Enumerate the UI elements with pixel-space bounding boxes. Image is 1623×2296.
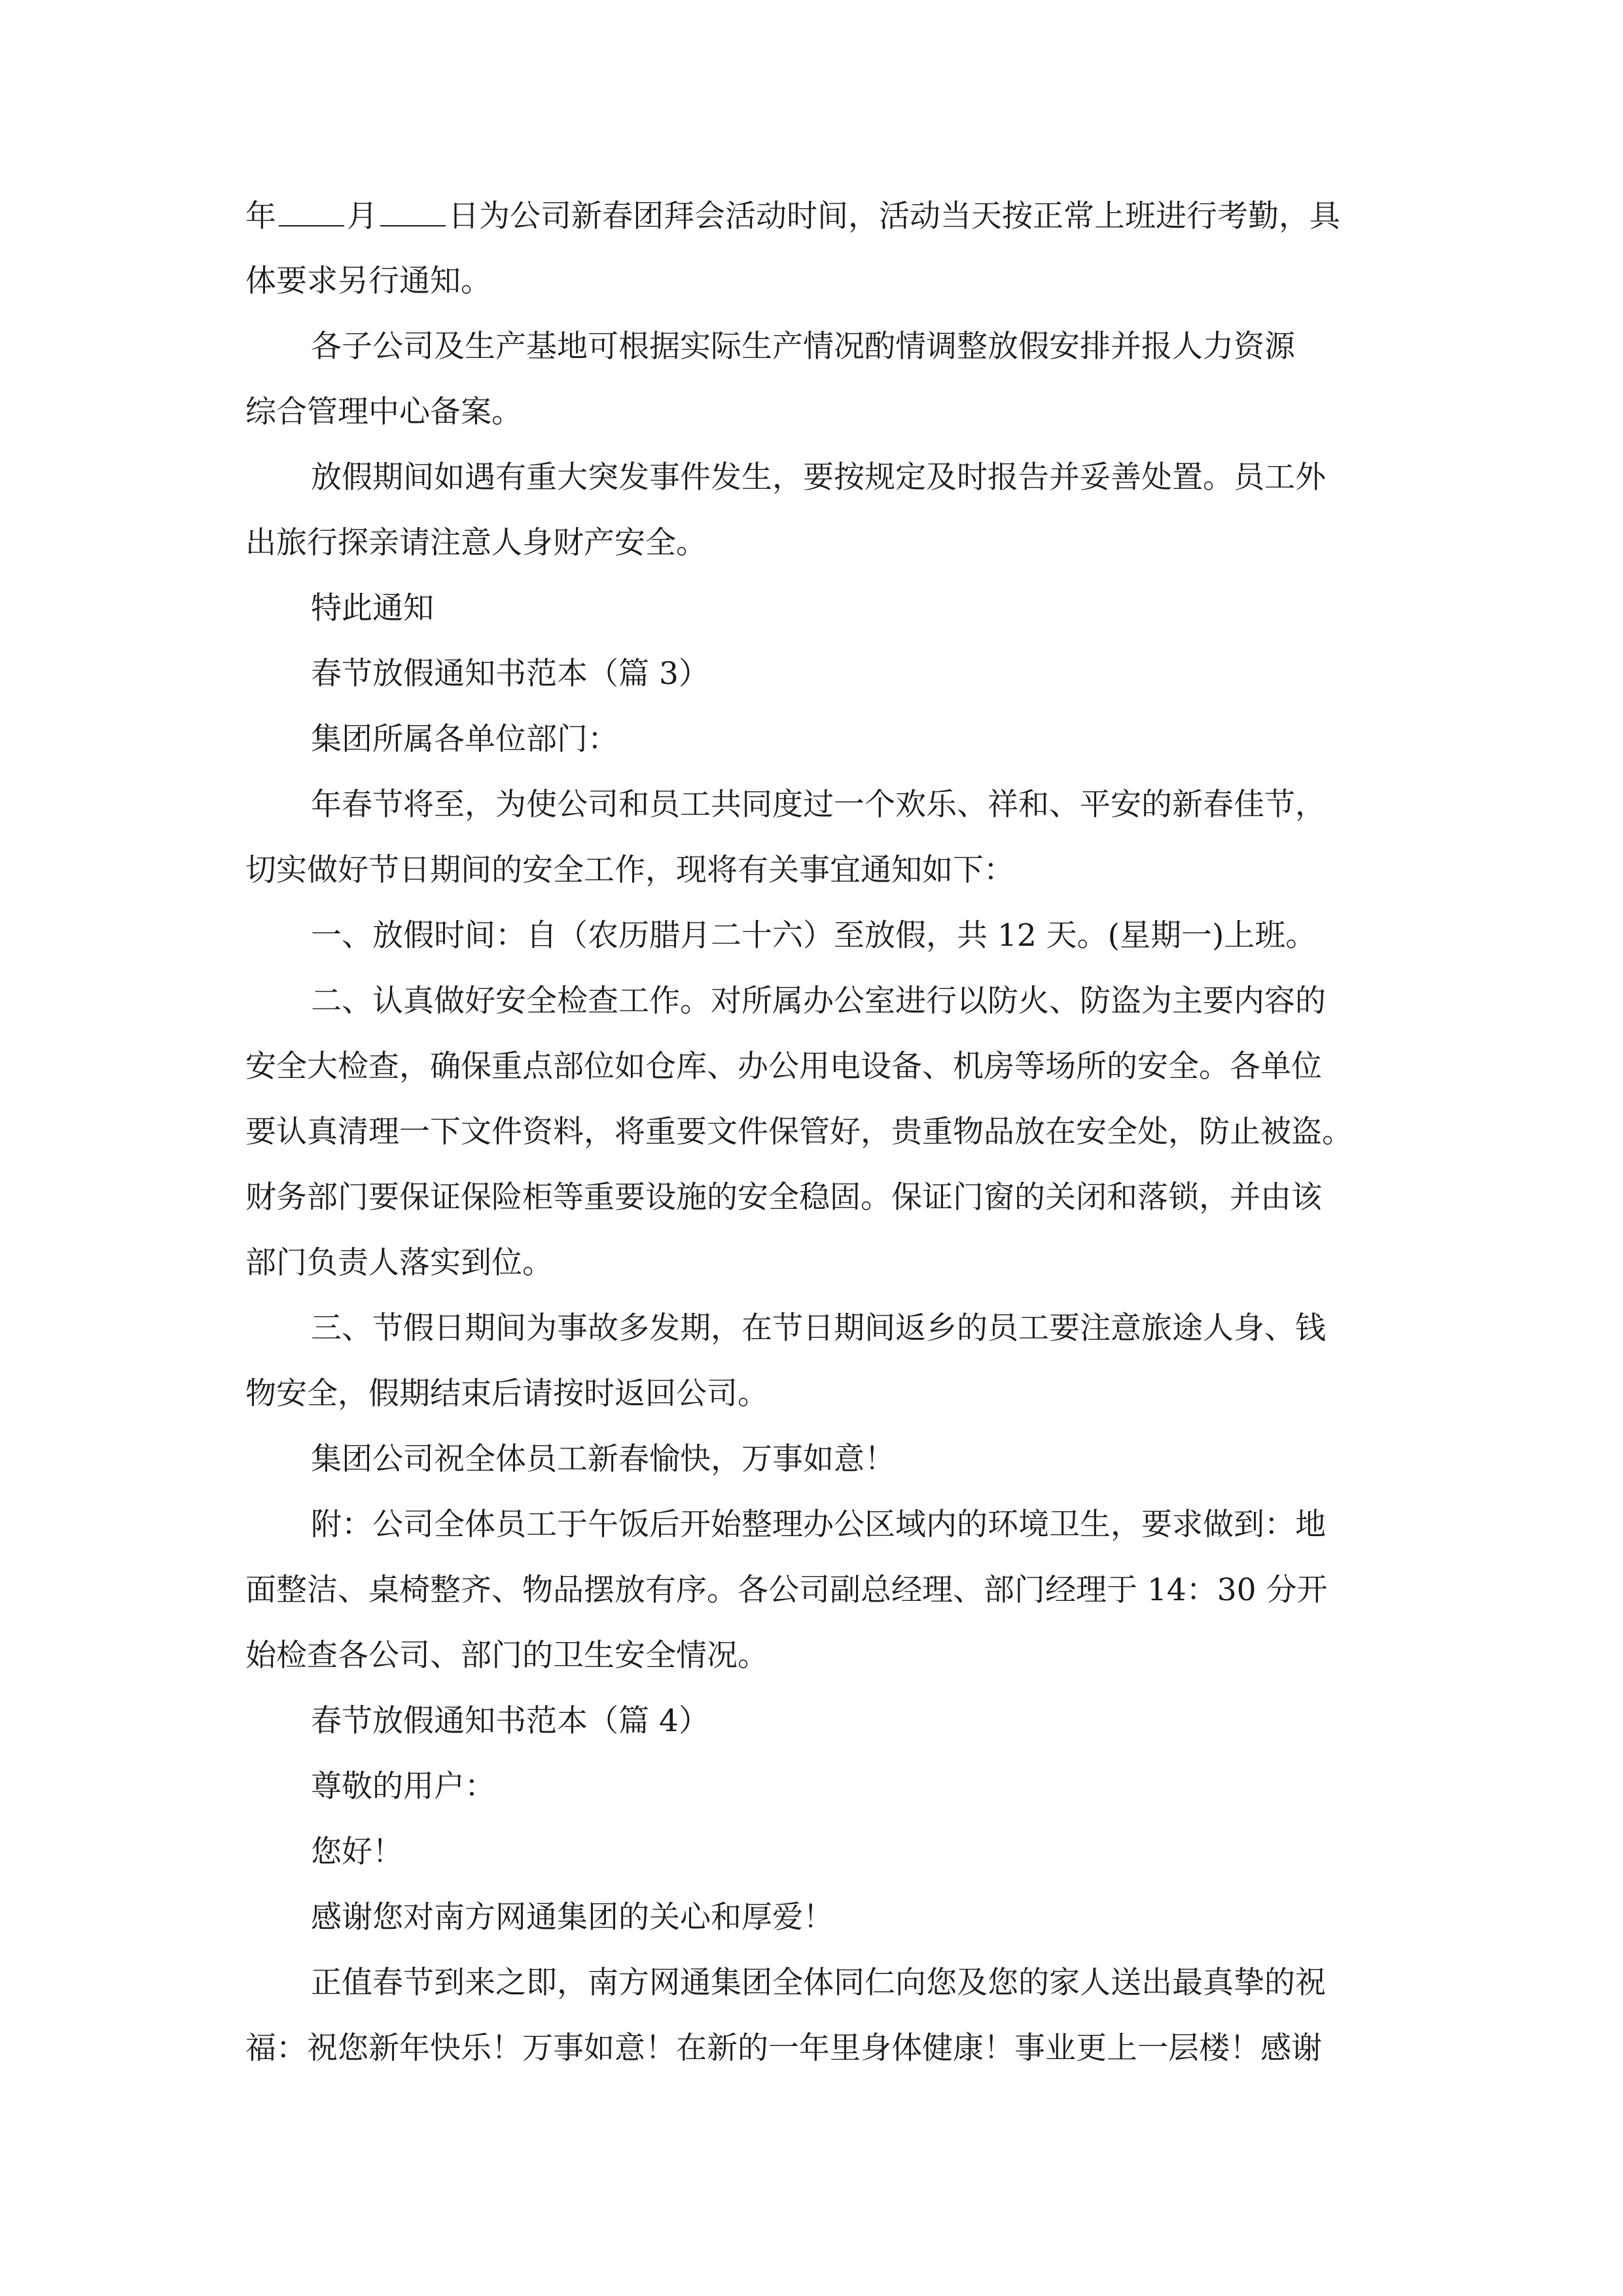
salutation: 集团所属各单位部门： (311, 721, 618, 757)
paragraph-line: 放假期间如遇有重大突发事件发生，要按规定及时报告并妥善处置。员工外 (311, 459, 1326, 495)
section-heading-4: 春节放假通知书范本（篇 4） (311, 1703, 709, 1739)
closing-phrase: 特此通知 (311, 590, 434, 626)
paragraph-line (245, 196, 1384, 236)
text-day-clause: 日为公司新春团拜会活动时间，活动当天按正常上班进行考勤，具 (448, 198, 1340, 234)
paragraph-line: 面整洁、桌椅整齐、物品摆放有序。各公司副总经理、部门经理于 14：30 分开 (245, 1572, 1328, 1608)
blank-month (279, 196, 344, 226)
greeting: 您好！ (311, 1834, 403, 1870)
paragraph-line: 正值春节到来之即，南方网通集团全体同仁向您及您的家人送出最真挚的祝 (311, 1965, 1326, 2001)
paragraph-line: 部门负责人落实到位。 (245, 1245, 553, 1281)
paragraph-line: 要认真清理一下文件资料，将重要文件保管好，贵重物品放在安全处，防止被盗。 (245, 1114, 1353, 1150)
paragraph-line: 体要求另行通知。 (245, 263, 491, 299)
paragraph-line: 始检查各公司、部门的卫生安全情况。 (245, 1638, 768, 1674)
paragraph-line: 综合管理中心备案。 (245, 394, 522, 430)
paragraph-line: 物安全，假期结束后请按时返回公司。 (245, 1376, 768, 1412)
text-year: 年 (245, 198, 276, 234)
salutation: 尊敬的用户： (311, 1768, 495, 1804)
paragraph-line: 三、节假日期间为事故多发期，在节日期间返乡的员工要注意旅途人身、钱 (311, 1310, 1326, 1346)
text-month: 月 (347, 198, 378, 234)
paragraph-line: 一、放假时间：自（农历腊月二十六）至放假，共 12 天。(星期一)上班。 (311, 918, 1317, 954)
blank-day (380, 196, 446, 226)
paragraph-line: 年春节将至，为使公司和员工共同度过一个欢乐、祥和、平安的新春佳节， (311, 787, 1326, 823)
paragraph-line: 各子公司及生产基地可根据实际生产情况酌情调整放假安排并报人力资源 (311, 329, 1295, 365)
paragraph-line: 安全大检查，确保重点部位如仓库、办公用电设备、机房等场所的安全。各单位 (245, 1049, 1322, 1085)
paragraph-line: 集团公司祝全体员工新春愉快，万事如意！ (311, 1441, 895, 1477)
section-heading-3: 春节放假通知书范本（篇 3） (311, 656, 709, 692)
paragraph-line: 出旅行探亲请注意人身财产安全。 (245, 525, 707, 561)
paragraph-line: 附：公司全体员工于午饭后开始整理办公区域内的环境卫生，要求做到：地 (311, 1507, 1326, 1543)
paragraph-line: 感谢您对南方网通集团的关心和厚爱！ (311, 1899, 834, 1935)
paragraph-line: 福：祝您新年快乐！万事如意！在新的一年里身体健康！事业更上一层楼！感谢 (245, 2030, 1322, 2066)
paragraph-line: 切实做好节日期间的安全工作，现将有关事宜通知如下： (245, 852, 1014, 888)
paragraph-line: 二、认真做好安全检查工作。对所属办公室进行以防火、防盗为主要内容的 (311, 983, 1326, 1019)
paragraph-line: 财务部门要保证保险柜等重要设施的安全稳固。保证门窗的关闭和落锁，并由该 (245, 1179, 1322, 1215)
